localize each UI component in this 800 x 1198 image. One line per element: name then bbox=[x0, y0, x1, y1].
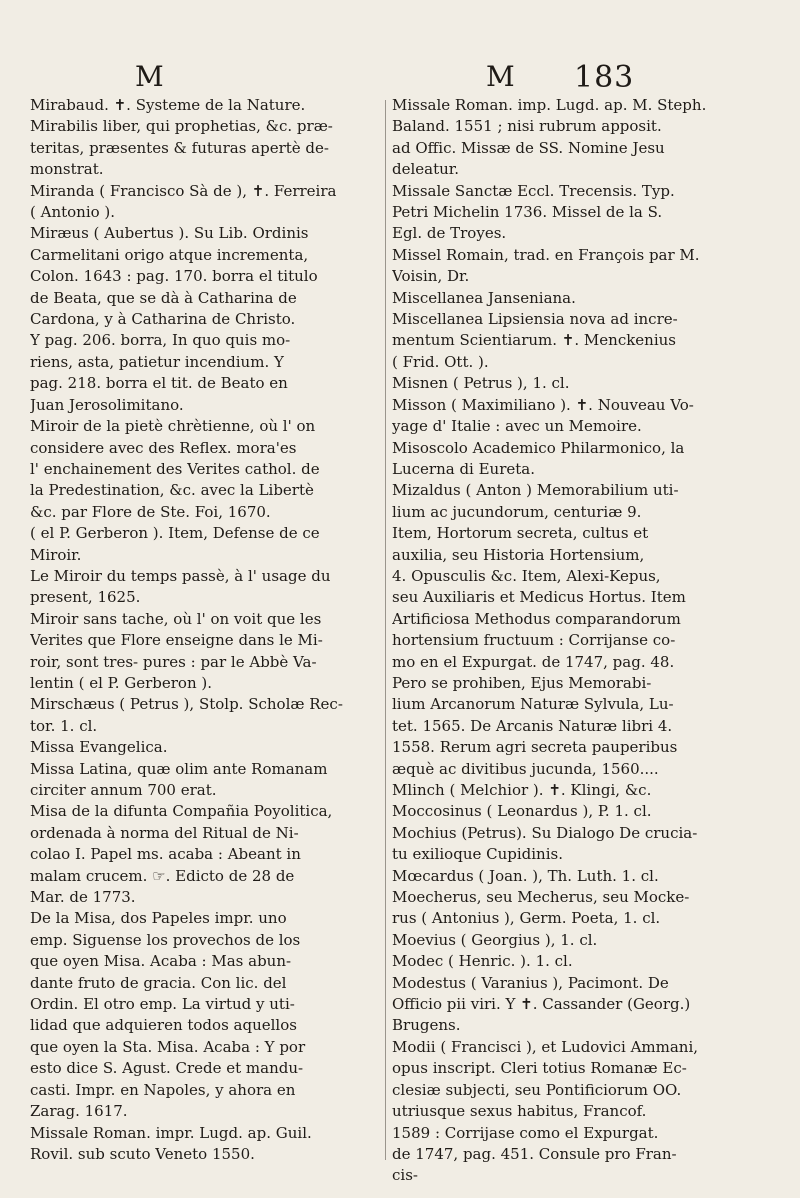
text-line: tet. 1565. De Arcanis Naturæ libri 4. bbox=[392, 716, 673, 735]
text-line: lentin ( el P. Gerberon ). bbox=[30, 673, 212, 692]
text-line: esto dice S. Agust. Crede et mandu- bbox=[30, 1059, 304, 1078]
text-line: Zarag. 1617. bbox=[30, 1102, 128, 1121]
text-line: l' enchainement des Verites cathol. de bbox=[30, 459, 320, 478]
text-line: que oyen Misa. Acaba : Mas abun- bbox=[30, 952, 292, 971]
text-line: cis- bbox=[392, 1166, 418, 1185]
text-line: Lucerna di Eureta. bbox=[392, 459, 536, 478]
text-line: seu Auxiliaris et Medicus Hortus. Item bbox=[392, 588, 686, 607]
text-line: Carmelitani origo atque incrementa, bbox=[30, 245, 309, 264]
text-line: que oyen la Sta. Misa. Acaba : Y por bbox=[30, 1037, 306, 1056]
text-line: tu exilioque Cupidinis. bbox=[392, 845, 563, 864]
text-line: Item, Hortorum secreta, cultus et bbox=[392, 524, 649, 543]
text-line: tor. 1. cl. bbox=[30, 716, 98, 735]
text-line: Baland. 1551 ; nisi rubrum apposit. bbox=[392, 117, 662, 136]
text-line: Mochius (Petrus). Su Dialogo De crucia- bbox=[392, 823, 698, 842]
text-line: malam crucem. ☞. Edicto de 28 de bbox=[30, 866, 295, 885]
text-line: de Beata, que se dà à Catharina de bbox=[30, 288, 297, 307]
text-line: Mirabaud. ✝. Systeme de la Nature. bbox=[30, 96, 306, 114]
text-line: Misa de la difunta Compañia Poyolitica, bbox=[30, 802, 333, 821]
text-line: pag. 218. borra el tit. de Beato en bbox=[30, 374, 288, 393]
text-line: roir, sont tres- pures : par le Abbè Va- bbox=[30, 652, 317, 671]
text-line: Missale Roman. impr. Lugd. ap. Guil. bbox=[30, 1123, 312, 1142]
text-line: mentum Scientiarum. ✝. Menckenius bbox=[392, 331, 676, 350]
text-line: mo en el Expurgat. de 1747, pag. 48. bbox=[392, 652, 675, 671]
column-divider bbox=[385, 100, 386, 1160]
text-line: Mirschæus ( Petrus ), Stolp. Scholæ Rec- bbox=[30, 695, 343, 714]
text-line: rus ( Antonius ), Germ. Poeta, 1. cl. bbox=[392, 909, 661, 928]
text-line: &c. par Flore de Ste. Foi, 1670. bbox=[30, 502, 271, 521]
header-left-letter: M bbox=[135, 60, 165, 93]
text-line: Miroir de la pietè chrètienne, où l' on bbox=[30, 417, 316, 436]
text-line: Mizaldus ( Anton ) Memorabilium uti- bbox=[392, 481, 679, 500]
text-line: Voisin, Dr. bbox=[392, 267, 470, 286]
text-line: Misson ( Maximiliano ). ✝. Nouveau Vo- bbox=[392, 395, 694, 414]
text-line: ordenada à norma del Ritual de Ni- bbox=[30, 823, 299, 842]
text-line: ( Antonio ). bbox=[30, 203, 116, 222]
text-line: Mirabilis liber, qui prophetias, &c. præ- bbox=[30, 117, 333, 136]
text-line: lium Arcanorum Naturæ Sylvula, Lu- bbox=[392, 695, 674, 714]
text-line: opus inscript. Cleri totius Romanæ Ec- bbox=[392, 1059, 687, 1078]
text-line: yage d' Italie : avec un Memoire. bbox=[392, 417, 642, 436]
text-line: Artificiosa Methodus comparandorum bbox=[392, 609, 681, 628]
header-right-letter: M bbox=[486, 60, 516, 93]
text-line: 4. Opusculis &c. Item, Alexi-Kepus, bbox=[392, 566, 661, 585]
text-line: la Predestination, &c. avec la Libertè bbox=[30, 481, 314, 500]
text-line: Ordin. El otro emp. La virtud y uti- bbox=[30, 995, 295, 1014]
text-line: Juan Jerosolimitano. bbox=[30, 395, 184, 414]
text-line: Verites que Flore enseigne dans le Mi- bbox=[30, 631, 323, 650]
text-line: Mlinch ( Melchior ). ✝. Klingi, &c. bbox=[392, 781, 652, 799]
text-line: ( el P. Gerberon ). Item, Defense de ce bbox=[30, 524, 320, 543]
text-line: riens, asta, patietur incendium. Y bbox=[30, 352, 284, 371]
text-line: ad Offic. Missæ de SS. Nomine Jesu bbox=[392, 138, 665, 157]
text-line: Miscellanea Janseniana. bbox=[392, 288, 576, 307]
text-line: Brugens. bbox=[392, 1016, 461, 1035]
text-line: Petri Michelin 1736. Missel de la S. bbox=[392, 203, 663, 222]
text-line: Rovil. sub scuto Veneto 1550. bbox=[30, 1144, 255, 1163]
text-line: Missa Latina, quæ olim ante Romanam bbox=[30, 759, 328, 778]
text-line: casti. Impr. en Napoles, y ahora en bbox=[30, 1080, 296, 1099]
text-line: colao I. Papel ms. acaba : Abeant in bbox=[30, 845, 301, 864]
text-line: Colon. 1643 : pag. 170. borra el titulo bbox=[30, 267, 318, 286]
text-line: Modii ( Francisci ), et Ludovici Ammani, bbox=[392, 1037, 699, 1056]
right-column bbox=[392, 95, 764, 1187]
text-line: 1589 : Corrijase como el Expurgat. bbox=[392, 1123, 659, 1142]
text-line: hortensium fructuum : Corrijanse co- bbox=[392, 631, 676, 650]
text-line: lidad que adquieren todos aquellos bbox=[30, 1016, 297, 1035]
text-line: Missel Romain, trad. en François par M. bbox=[392, 245, 700, 264]
text-line: Misoscolo Academico Philarmonico, la bbox=[392, 438, 685, 457]
text-line: Moevius ( Georgius ), 1. cl. bbox=[392, 930, 598, 949]
text-line: clesiæ subjecti, seu Pontificiorum OO. bbox=[392, 1080, 682, 1099]
text-line: dante fruto de gracia. Con lic. del bbox=[30, 973, 287, 992]
text-line: Officio pii viri. Y ✝. Cassander (Georg.) bbox=[392, 995, 691, 1014]
running-header bbox=[0, 60, 800, 100]
text-line: Missale Roman. imp. Lugd. ap. M. Steph. bbox=[392, 96, 707, 114]
text-line: Miræus ( Aubertus ). Su Lib. Ordinis bbox=[30, 224, 309, 243]
text-line: Moecherus, seu Mecherus, seu Mocke- bbox=[392, 888, 690, 907]
text-line: Modestus ( Varanius ), Pacimont. De bbox=[392, 973, 669, 992]
text-line: Miroir. bbox=[30, 545, 82, 564]
text-line: 1558. Rerum agri secreta pauperibus bbox=[392, 738, 678, 757]
left-column bbox=[30, 95, 376, 1165]
text-line: Misnen ( Petrus ), 1. cl. bbox=[392, 374, 570, 393]
text-line: monstrat. bbox=[30, 160, 104, 179]
text-line: circiter annum 700 erat. bbox=[30, 781, 217, 799]
text-line: Egl. de Troyes. bbox=[392, 224, 507, 243]
text-line: Miroir sans tache, où l' on voit que les bbox=[30, 609, 322, 628]
text-line: Mar. de 1773. bbox=[30, 888, 136, 907]
text-line: De la Misa, dos Papeles impr. uno bbox=[30, 909, 287, 928]
text-line: Miscellanea Lipsiensia nova ad incre- bbox=[392, 310, 678, 329]
text-line: Moccosinus ( Leonardus ), P. 1. cl. bbox=[392, 802, 652, 821]
text-line: lium ac jucundorum, centuriæ 9. bbox=[392, 502, 642, 521]
text-line: Pero se prohiben, Ejus Memorabi- bbox=[392, 673, 652, 692]
text-line: deleatur. bbox=[392, 160, 460, 179]
page-number: 183 bbox=[574, 60, 635, 95]
text-line: de 1747, pag. 451. Consule pro Fran- bbox=[392, 1144, 677, 1163]
text-line: Cardona, y à Catharina de Christo. bbox=[30, 310, 296, 329]
text-line: auxilia, seu Historia Hortensium, bbox=[392, 545, 645, 564]
text-line: considere avec des Reflex. mora'es bbox=[30, 438, 297, 457]
text-line: Y pag. 206. borra, In quo quis mo- bbox=[30, 331, 291, 350]
text-line: Modec ( Henric. ). 1. cl. bbox=[392, 952, 573, 971]
text-line: Missale Sanctæ Eccl. Trecensis. Typ. bbox=[392, 181, 675, 200]
text-line: Le Miroir du temps passè, à l' usage du bbox=[30, 566, 331, 585]
text-line: utriusque sexus habitus, Francof. bbox=[392, 1102, 647, 1121]
text-line: present, 1625. bbox=[30, 588, 141, 607]
text-line: teritas, præsentes & futuras apertè de- bbox=[30, 138, 329, 157]
text-line: Mœcardus ( Joan. ), Th. Luth. 1. cl. bbox=[392, 866, 659, 885]
text-line: emp. Siguense los provechos de los bbox=[30, 930, 301, 949]
text-line: æquè ac divitibus jucunda, 1560.... bbox=[392, 759, 659, 778]
text-line: Miranda ( Francisco Sà de ), ✝. Ferreira bbox=[30, 181, 337, 200]
text-line: Missa Evangelica. bbox=[30, 738, 168, 757]
text-line: ( Frid. Ott. ). bbox=[392, 352, 489, 371]
